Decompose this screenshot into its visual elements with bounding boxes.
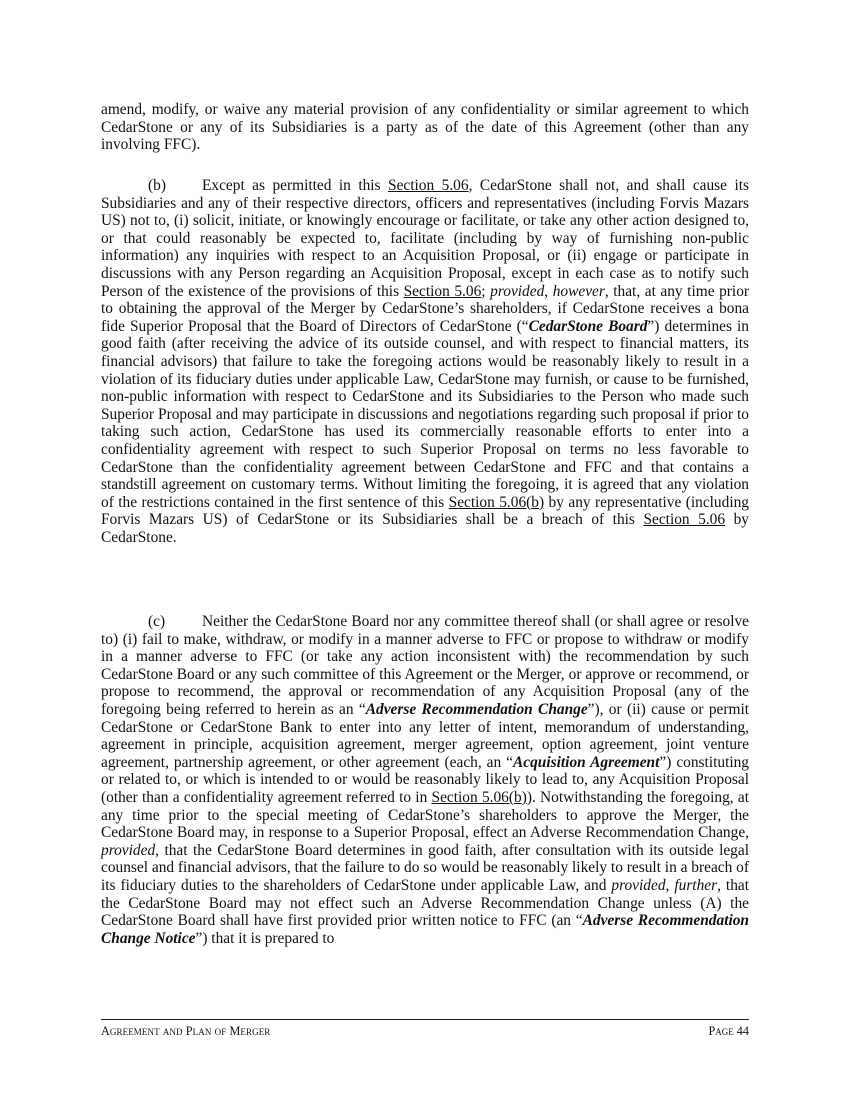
text-run: , that the CedarStone Board may not effect such an Adverse Recommendation Change unless (A) the CedarStone Board shall have first provided prior written notice to FFC (an “: [101, 876, 750, 930]
italic-term: provided: [611, 876, 666, 894]
defined-term: Adverse Recommendation Change: [365, 700, 588, 718]
footer-divider: [101, 1019, 749, 1020]
paragraph-label: (c): [148, 613, 166, 630]
defined-term: Acquisition Agreement: [513, 753, 660, 771]
paragraph-b: [101, 177, 749, 546]
section-reference: Section 5.06(b): [448, 493, 545, 511]
text-run: by any representative (including Forvis Mazars US) of CedarStone or its Subsidiaries shall be a breach of this: [101, 493, 749, 529]
section-reference: Section 5.06(b): [431, 788, 527, 806]
text-run: Neither the CedarStone Board nor any committee thereof shall (or shall agree or resolve to) (i) fail to make, withdraw, or modify in a manner adverse to FFC or propose to withdraw or modify in a manner adverse to FFC (or take any action inconsistent with) the recommendation by such CedarStone Board or any such committee of this Agreement or the Merger, or approve or recommend, or propose to recommend, the approval or recommendation of any Acquisition Proposal (any of the foregoing being referred to herein as an “: [101, 613, 749, 718]
text-run: , that the CedarStone Board determines in good faith, after consultation with its outside legal counsel and financial advisors, that the failure to do so would be reasonably likely to result in a breach of its fiduciary duties to the shareholders of CedarStone under applicable Law, and: [101, 841, 749, 894]
text-run: , that, at any time prior to obtaining the approval of the Merger by CedarStone’s shareholders, if CedarStone receives a bona fide Superior Proposal that the Board of Directors of CedarStone (“: [101, 282, 750, 335]
text-run: ). Notwithstanding the foregoing, at any time prior to the special meeting of CedarStone’s shareholders to approve the Merger, the CedarStone Board may, in response to a Superior Proposal, effect an Adverse Recommendation Change,: [101, 788, 749, 842]
paragraph-label: (b): [148, 177, 166, 194]
italic-term: provided: [490, 282, 545, 300]
text-run: Except as permitted in this: [202, 177, 389, 194]
text-run: , CedarStone shall not, and shall cause its Subsidiaries and any of their respective directors, officers and representatives (including Forvis Mazars US) not to, (i) solicit, initiate, or knowingly encourage or facilitate, or take any other action designed to, or that could reasonably be expected to, facilitate (including by way of furnishing non-public information) any inquiries with respect to an Acquisition Proposal, or (ii) engage or participate in discussions with any Person regarding an Acquisition Proposal, except in each case as to notify such Person of the existence of the provisions of this: [101, 177, 749, 300]
paragraph-c: [101, 613, 749, 947]
section-reference: Section 5.06: [403, 282, 482, 300]
text-run: ”) determines in good faith (after receiving the advice of its outside counsel, and with respect to financial matters, its financial advisors) that failure to take the foregoing actions would be reasonably likely to result in a violation of its fiduciary duties under applicable Law, CedarStone may furnish, or cause to be furnished, non-public information with respect to CedarStone and its Subsidiaries to the Person who made such Superior Proposal and may participate in discussions and negotiations regarding such proposal if prior to taking such action, CedarStone has used its commercially reasonable efforts to enter into a confidentiality agreement with respect to such Superior Proposal on terms no less favorable to CedarStone than the confidentiality agreement between CedarStone and FFC and that contains a standstill agreement on customary terms. Without limiting the foregoing, it is agreed that any violation of the restrictions contained in the first sentence of this: [101, 317, 749, 511]
paragraph-text: amend, modify, or waive any material provision of any confidentiality or similar agreement to which CedarStone or any of its Subsidiaries is a party as of the date of this Agreement (other than any involving FFC).: [101, 101, 749, 154]
text-run: ,: [544, 282, 553, 300]
text-run: ”) constituting or related to, or which is intended to or would be reasonably likely to lead to, any Acquisition Proposal (other than a confidentiality agreement referred to in: [101, 753, 750, 806]
paragraph-a-continuation: [101, 101, 749, 154]
text-run: ”) that it is prepared to: [195, 929, 335, 947]
italic-term: however: [552, 282, 605, 300]
defined-term: Adverse Recommendation Change Notice: [101, 912, 749, 947]
section-reference: Section 5.06: [643, 511, 726, 529]
text-run: ;: [481, 282, 491, 300]
text-run: ,: [665, 876, 675, 894]
text-run: by CedarStone.: [101, 511, 749, 546]
italic-term: further: [674, 876, 718, 894]
footer-page-number: Page 44: [708, 1024, 749, 1038]
italic-term: provided: [101, 841, 156, 859]
footer-document-title: Agreement and Plan of Merger: [101, 1024, 271, 1038]
text-run: ”), or (ii) cause or permit CedarStone or CedarStone Bank to enter into any letter of intent, memorandum of understanding, agreement in principle, acquisition agreement, merger agreement, option agreement, joint venture agreement, partnership agreement, or other agreement (each, an “: [101, 700, 749, 771]
defined-term: CedarStone Board: [528, 317, 648, 335]
section-reference: Section 5.06: [388, 177, 469, 194]
